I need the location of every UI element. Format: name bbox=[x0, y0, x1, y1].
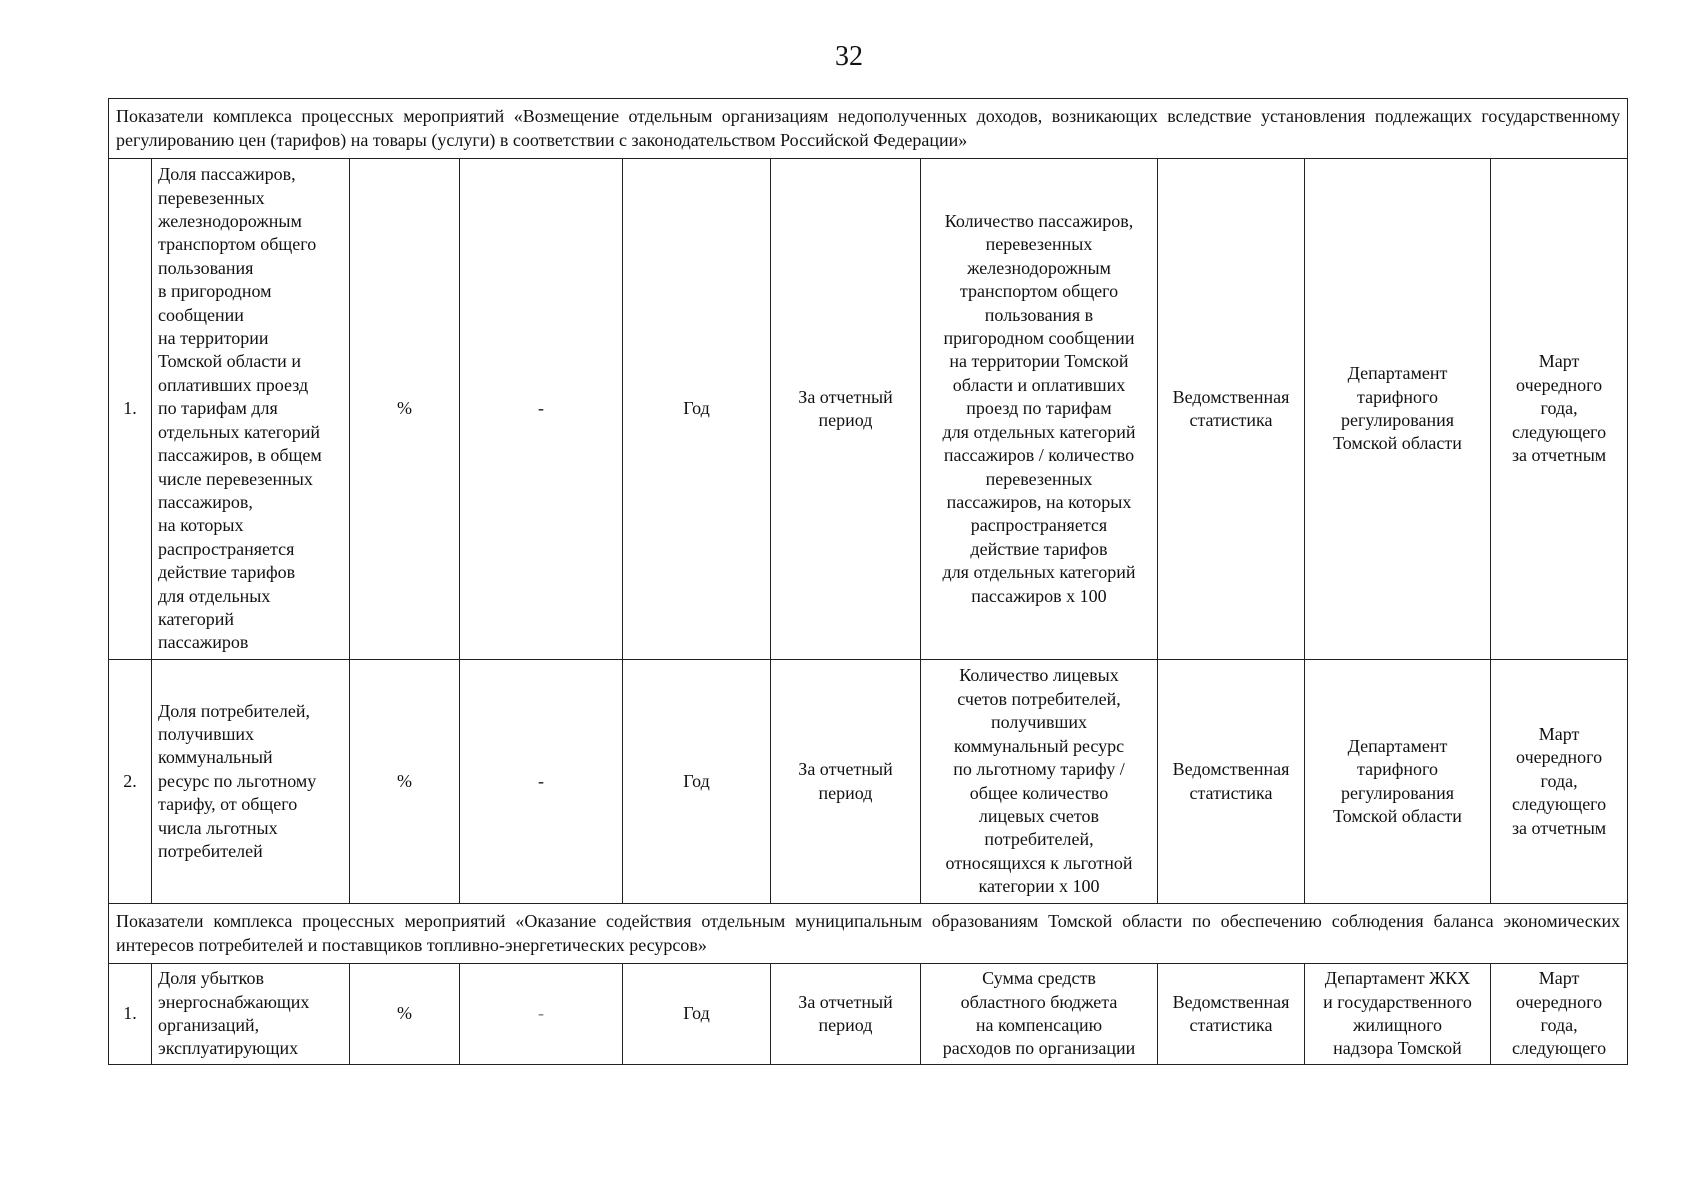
indicators-table bbox=[108, 98, 1628, 1065]
dash-cell: - bbox=[460, 964, 623, 1065]
deadline-cell: Март очередного года, следующего за отчетным bbox=[1491, 159, 1628, 660]
formula-cell: Количество пассажиров, перевезенных железнодорожным транспортом общего пользования в пригородном сообщении на территории Томской области и оплативших проезд по тарифам для отдельных категорий пассажиров / количество перевезенных пассажиров, на которых распространяется действие тарифов для отдельных категорий пассажиров х 100 bbox=[921, 159, 1158, 660]
period-cell: За отчетный период bbox=[771, 964, 921, 1065]
period-cell: За отчетный период bbox=[771, 660, 921, 904]
row-number: 1. bbox=[109, 159, 152, 660]
section-header-row bbox=[109, 904, 1628, 964]
dash-cell: - bbox=[460, 159, 623, 660]
unit-cell: % bbox=[350, 660, 460, 904]
deadline-cell: Март очередного года, следующего bbox=[1491, 964, 1628, 1065]
responsible-cell: Департамент тарифного регулирования Томской области bbox=[1305, 159, 1491, 660]
unit-cell: % bbox=[350, 159, 460, 660]
section-title: Показатели комплекса процессных мероприятий «Возмещение отдельным организациям недополученных доходов, возникающих вследствие установления подлежащих государственному регулированию цен (тарифов) на товары (услуги) в соответствии с законодательством Российской Федерации» bbox=[109, 99, 1628, 159]
indicator-name: Доля убытков энергоснабжающих организаций, эксплуатирующих bbox=[152, 964, 350, 1065]
frequency-cell: Год bbox=[623, 964, 771, 1065]
row-number: 2. bbox=[109, 660, 152, 904]
table-row bbox=[109, 964, 1628, 1065]
table-row bbox=[109, 660, 1628, 904]
period-cell: За отчетный период bbox=[771, 159, 921, 660]
section-title: Показатели комплекса процессных мероприятий «Оказание содействия отдельным муниципальным образованиям Томской области по обеспечению соблюдения баланса экономических интересов потребителей и поставщиков топливно-энергетических ресурсов» bbox=[109, 904, 1628, 964]
page-number: 32 bbox=[835, 41, 863, 72]
frequency-cell: Год bbox=[623, 660, 771, 904]
table-row bbox=[109, 159, 1628, 660]
dash-cell: - bbox=[460, 660, 623, 904]
deadline-cell: Март очередного года, следующего за отчетным bbox=[1491, 660, 1628, 904]
frequency-cell: Год bbox=[623, 159, 771, 660]
row-number: 1. bbox=[109, 964, 152, 1065]
source-cell: Ведомственная статистика bbox=[1158, 660, 1305, 904]
formula-cell: Сумма средств областного бюджета на компенсацию расходов по организации bbox=[921, 964, 1158, 1065]
responsible-cell: Департамент тарифного регулирования Томской области bbox=[1305, 660, 1491, 904]
source-cell: Ведомственная статистика bbox=[1158, 964, 1305, 1065]
source-cell: Ведомственная статистика bbox=[1158, 159, 1305, 660]
indicator-name: Доля потребителей, получивших коммунальный ресурс по льготному тарифу, от общего числа льготных потребителей bbox=[152, 660, 350, 904]
unit-cell: % bbox=[350, 964, 460, 1065]
indicator-name: Доля пассажиров, перевезенных железнодорожным транспортом общего пользования в пригородном сообщении на территории Томской области и оплативших проезд по тарифам для отдельных категорий пассажиров, в общем числе перевезенных пассажиров, на которых распространяется действие тарифов для отдельных категорий пассажиров bbox=[152, 159, 350, 660]
formula-cell: Количество лицевых счетов потребителей, получивших коммунальный ресурс по льготному тарифу / общее количество лицевых счетов потребителей, относящихся к льготной категории х 100 bbox=[921, 660, 1158, 904]
section-header-row bbox=[109, 99, 1628, 159]
responsible-cell: Департамент ЖКХ и государственного жилищного надзора Томской bbox=[1305, 964, 1491, 1065]
